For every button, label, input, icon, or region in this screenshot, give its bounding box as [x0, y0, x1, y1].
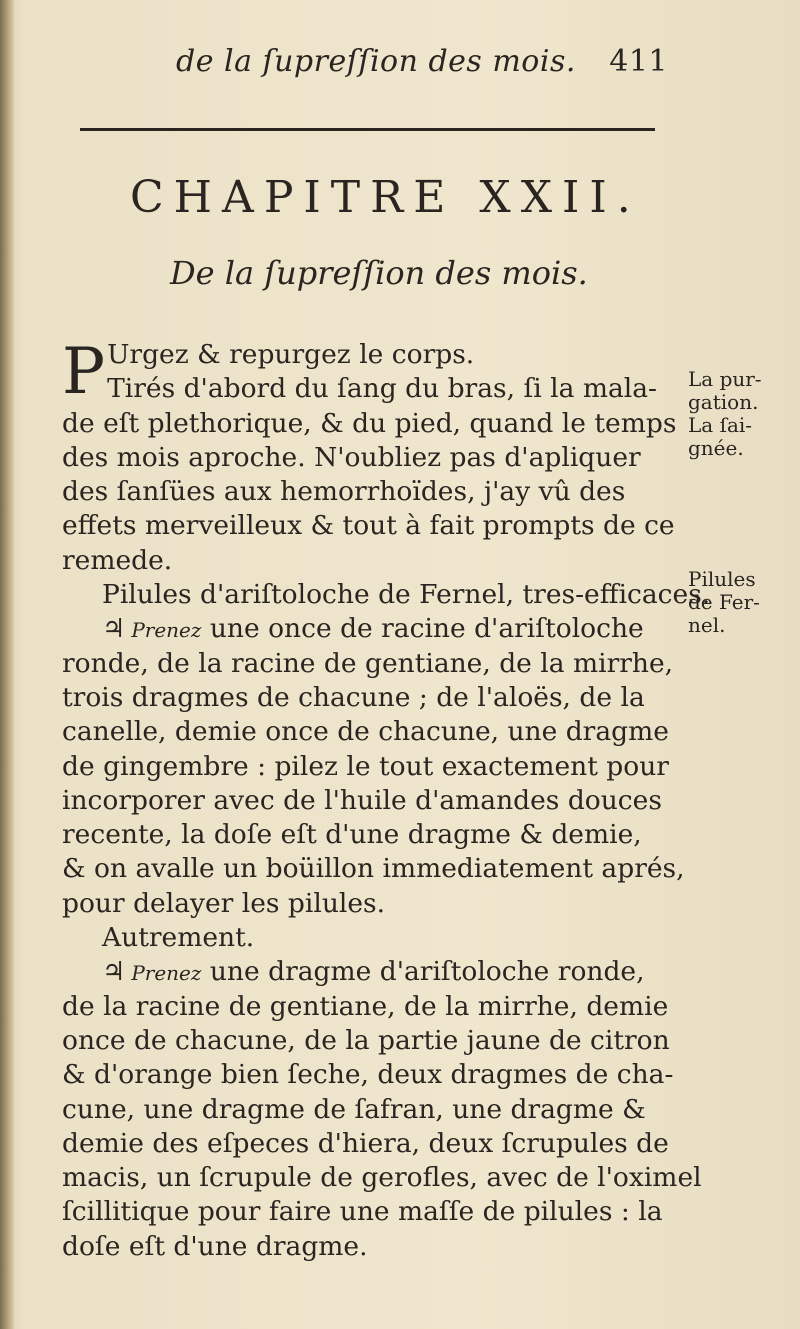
- page-binding-edge: [0, 0, 14, 1329]
- text-line: & on avalle un boüillon immediatement aprés,: [62, 853, 685, 885]
- text-line: pour delayer les pilules.: [62, 887, 386, 919]
- text-line: Urgez & repurgez le corps.: [107, 339, 475, 370]
- marginal-line: de Fer-: [688, 590, 760, 614]
- running-head: [176, 44, 668, 84]
- text-line: recente, la doſe eſt d'une dragme & demie,: [62, 819, 642, 851]
- text-line: une once de racine d'ariſtoloche: [209, 613, 644, 645]
- text-line: macis, un ſcrupule de gerofles, avec de l'oximel: [62, 1162, 702, 1194]
- text-line: doſe eſt d'une dragme.: [62, 1230, 368, 1262]
- recipe-symbol-icon: ♃: [102, 614, 126, 645]
- text-line: incorporer avec de l'huile d'amandes douces: [62, 784, 662, 816]
- text-line: de gingembre : pilez le tout exactement pour: [62, 750, 669, 782]
- marginal-line: Pilules: [688, 567, 756, 591]
- recipe-first-line: [62, 612, 682, 646]
- text-line: Pilules d'ariſtoloche de Fernel, tres-efficaces.: [102, 579, 711, 611]
- marginal-note: [688, 568, 788, 637]
- text-line: trois dragmes de chacune ; de l'aloës, de la: [62, 681, 645, 713]
- drop-cap: P: [62, 335, 106, 409]
- recipe-first-line: [62, 955, 682, 989]
- page-number: 411: [609, 44, 668, 79]
- text-line: ronde, de la racine de gentiane, de la mirrhe,: [62, 647, 674, 679]
- body-text: [62, 335, 711, 1264]
- text-line: des ſanſües aux hemorrhoïdes, j'ay vû des: [62, 476, 626, 508]
- marginal-line: gation.: [688, 390, 759, 414]
- text-line: de eſt plethorique, & du pied, quand le temps: [62, 407, 677, 439]
- chapter-title: De la ſupreſſion des mois.: [170, 254, 588, 292]
- running-title: de la ſupreſſion des mois.: [176, 44, 576, 79]
- text-line: & d'orange bien ſeche, deux dragmes de cha-: [62, 1059, 674, 1091]
- text-line: des mois aproche. N'oubliez pas d'apliquer: [62, 441, 641, 473]
- marginal-line: gnée.: [688, 436, 744, 460]
- text-line: une dragme d'ariſtoloche ronde,: [209, 956, 645, 988]
- text-line: de la racine de gentiane, de la mirrhe, demie: [62, 990, 669, 1022]
- text-line: cune, une dragme de ſafran, une dragme &: [62, 1093, 646, 1125]
- text-line: Tirés d'abord du ſang du bras, ſi la mala-: [107, 373, 658, 405]
- recipe-label: Prenez: [131, 961, 202, 986]
- marginal-line: La pur-: [688, 367, 762, 391]
- text-line: Autrement.: [102, 922, 255, 954]
- marginal-note: [688, 368, 788, 460]
- text-line: canelle, demie once de chacune, une dragme: [62, 716, 669, 748]
- text-line: once de chacune, de la partie jaune de citron: [62, 1024, 670, 1056]
- header-rule: [80, 128, 655, 131]
- marginal-line: La ſai-: [688, 413, 753, 437]
- recipe-label: Prenez: [131, 618, 202, 643]
- chapter-heading: CHAPITRE XXII.: [130, 172, 641, 223]
- marginal-line: nel.: [688, 613, 726, 637]
- text-line: ſcillitique pour faire une maſſe de pilules : la: [62, 1196, 663, 1228]
- recipe-symbol-icon: ♃: [102, 957, 126, 988]
- text-line: demie des eſpeces d'hiera, deux ſcrupules de: [62, 1127, 669, 1159]
- text-line: effets merveilleux & tout à fait prompts de ce: [62, 510, 675, 542]
- text-line: remede.: [62, 544, 173, 576]
